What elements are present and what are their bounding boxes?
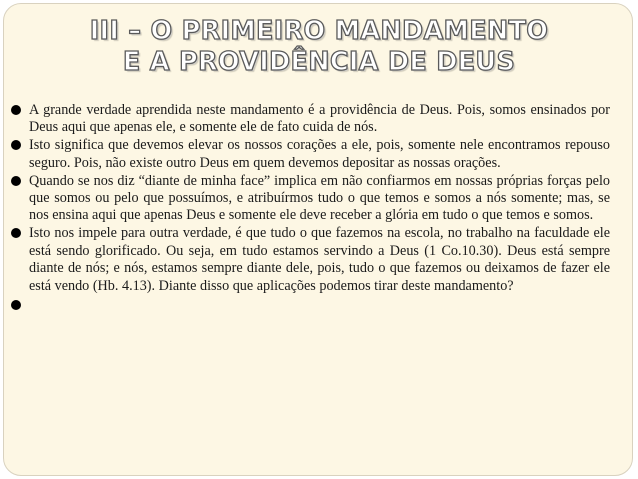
bullet-text: Isto nos impele para outra verdade, é que tudo o que fazemos na escola, no trabalho na faculdade ele está sendo glorificado. Ou seja, em tudo estamos servindo a Deus (1 Co.10.30). Deus está sempre diante de nós; e nós, estamos sempre diante dele, pois, tudo o que fazemos ou deixamos de fazer ele está vendo (Hb. 4.13). Diante disso que aplicações podemos tirar deste mandamento? bbox=[29, 225, 610, 294]
title-line-2: E A PROVIDÊNCIA DE DEUS bbox=[122, 47, 516, 77]
slide bbox=[3, 3, 633, 476]
bullet-dot-icon bbox=[11, 140, 21, 150]
bullet-item bbox=[10, 173, 610, 225]
bullet-item bbox=[10, 225, 610, 295]
bullet-item bbox=[10, 102, 610, 137]
bullet-list bbox=[10, 102, 610, 314]
slide-title bbox=[4, 16, 633, 78]
bullet-item-empty bbox=[10, 295, 610, 313]
bullet-dot-icon bbox=[11, 300, 21, 310]
bullet-dot-icon bbox=[11, 228, 21, 238]
bullet-dot-icon bbox=[11, 105, 21, 115]
bullet-text: Quando se nos diz “diante de minha face” implica em não confiarmos em nossas próprias forças pelo que somos ou pelo que possuímos, e atribuírmos tudo o que temos e somos a nós somente; mas, se nos ensina aqui que apenas Deus e somente ele deve receber a glória em tudo o que temos e somos. bbox=[29, 172, 610, 224]
title-line-1: III – O PRIMEIRO MANDAMENTO bbox=[89, 16, 549, 46]
bullet-text: A grande verdade aprendida neste mandamento é a providência de Deus. Pois, somos ensinados por Deus aqui que apenas ele, e somente ele de fato cuida de nós. bbox=[29, 102, 610, 136]
bullet-dot-icon bbox=[11, 176, 21, 186]
bullet-text: Isto significa que devemos elevar os nossos corações a ele, pois, somente nele encontramos repouso seguro. Pois, não existe outro Deus em quem devemos depositar as nossas orações. bbox=[29, 137, 610, 171]
bullet-item bbox=[10, 137, 610, 172]
